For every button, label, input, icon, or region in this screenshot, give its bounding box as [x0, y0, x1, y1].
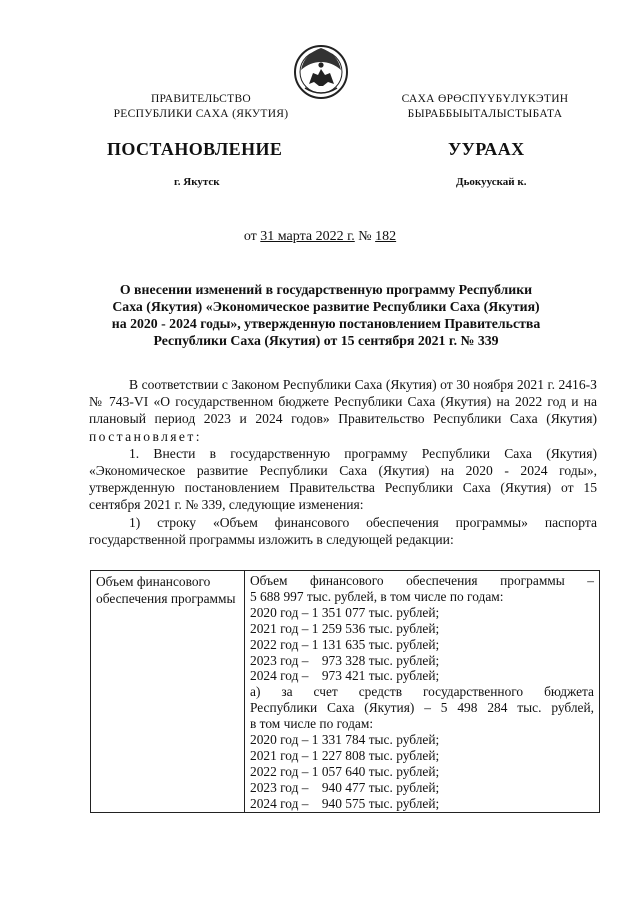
document-body: [89, 376, 597, 548]
gov-name-ru-line1: ПРАВИТЕЛЬСТВО: [150, 93, 252, 105]
gov-name-ru-line2: РЕСПУБЛИКИ САХА (ЯКУТИЯ): [113, 108, 289, 120]
table-row: [91, 571, 600, 813]
resolves-word: постановляет:: [89, 428, 202, 444]
number-sign: №: [358, 229, 372, 244]
total-line1: Объем финансового обеспечения программы –: [250, 573, 594, 588]
total-year-2024: 2024 год – 973 421 тыс. рублей;: [250, 668, 440, 684]
budget-year-2021: 2021 год – 1 227 808 тыс. рублей;: [250, 747, 440, 763]
subject-line3: на 2020 - 2024 годы», утвержденную постановлением Правительства: [111, 316, 541, 331]
budget-year-2022: 2022 год – 1 057 640 тыс. рублей;: [250, 763, 440, 779]
document-date: 31 марта 2022 г.: [260, 229, 355, 244]
subject-line2: Саха (Якутия) «Экономическое развитие Республики Саха (Якутия): [112, 299, 540, 314]
total-line2: 5 688 997 тыс. рублей, в том числе по годам:: [250, 588, 504, 604]
government-name-sakha: [360, 92, 610, 122]
preamble-text: В соответствии с Законом Республики Саха (Якутия) от 30 ноября 2021 г. 2416-З № 743-VI «О государственном бюджете Республики Саха (Якутия) на 2022 год и на плановый период 2023 и 2024 годов» Правительство Республики Саха (Якутия): [89, 377, 597, 427]
subject-line1: О внесении изменений в государственную программу Республики: [119, 282, 533, 297]
budget-line3: в том числе по годам:: [250, 716, 374, 732]
subject-line4: Республики Саха (Якутия) от 15 сентября 2021 г. № 339: [153, 333, 499, 348]
item-1-1-paragraph: 1) строку «Объем финансового обеспечения программы» паспорта государственной программы изложить в следующей редакции:: [89, 514, 597, 547]
budget-year-2020: 2020 год – 1 331 784 тыс. рублей;: [250, 732, 440, 748]
total-year-2021: 2021 год – 1 259 536 тыс. рублей;: [250, 620, 440, 636]
document-type-ru: ПОСТАНОВЛЕНИЕ: [107, 139, 283, 159]
preamble-paragraph: [89, 376, 597, 445]
budget-year-2023: 2023 год – 940 477 тыс. рублей;: [250, 779, 440, 795]
document-subject: [100, 281, 552, 349]
gov-name-sakha-line2: БЫРАББЫЫТАЛЫСТЫБАТА: [407, 108, 563, 120]
item-1-paragraph: 1. Внести в государственную программу Республики Саха (Якутия) «Экономическое развитие Республики Саха (Якутия) на 2020 - 2024 годы», утвержденную постановлением Правительства Республики Саха (Якутия) от 15 сентября 2021 г. № 339, следующие изменения:: [89, 445, 597, 513]
document-date-number: [0, 229, 640, 245]
budget-year-2024: 2024 год – 940 575 тыс. рублей;: [250, 795, 440, 811]
financing-table: [90, 570, 600, 813]
total-year-2022: 2022 год – 1 131 635 тыс. рублей;: [250, 636, 440, 652]
financing-value-cell: [245, 571, 600, 813]
document-type-sakha: УУРААХ: [448, 139, 525, 159]
government-name-ru: [86, 92, 316, 122]
date-prefix: от: [243, 229, 257, 244]
budget-line1: а) за счет средств государственного бюджета: [250, 684, 594, 700]
financing-label-cell: Объем финансового обеспечения программы: [91, 571, 245, 813]
total-year-2020: 2020 год – 1 351 077 тыс. рублей;: [250, 604, 440, 620]
city-sakha: Дьокуускай к.: [456, 176, 527, 188]
budget-line2: Республики Саха (Якутия) – 5 498 284 тыс. рублей,: [250, 700, 594, 716]
document-number: 182: [375, 229, 397, 244]
city-ru: г. Якутск: [174, 176, 220, 188]
total-year-2023: 2023 год – 973 328 тыс. рублей;: [250, 652, 440, 668]
gov-name-sakha-line1: САХА ӨРӨСПҮҮБҮЛҮКЭТИН: [401, 93, 569, 105]
